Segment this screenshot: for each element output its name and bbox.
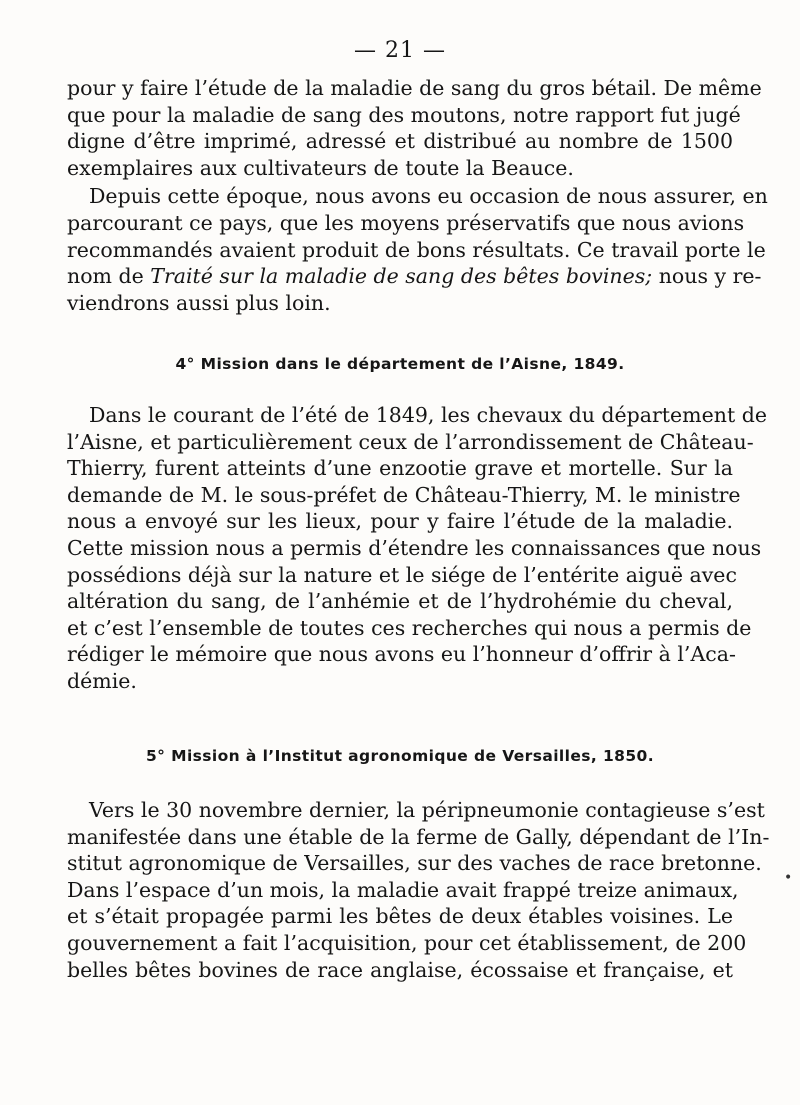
treatise-title: Traité sur la maladie de sang des bêtes bovines; (150, 264, 653, 289)
paragraph-line: gouvernement a fait l’acquisition, pour cet établissement, de 200 (67, 930, 747, 955)
paragraph-line: rédiger le mémoire que nous avons eu l’honneur d’offrir à l’Aca- (67, 642, 736, 667)
text-block-aisne (67, 402, 767, 695)
line-text: nous y re- (652, 264, 762, 289)
page-number: — 21 — (354, 38, 446, 63)
paragraph-line: Thierry, furent atteints d’une enzootie grave et mortelle. Sur la (67, 456, 733, 481)
paragraph-line: Depuis cette époque, nous avons eu occasion de nous assurer, en (89, 184, 768, 209)
section-heading-versailles: 5° Mission à l’Institut agronomique de Versailles, 1850. (146, 747, 654, 765)
paragraph-line: manifestée dans une étable de la ferme de Gally, dépendant de l’In- (67, 824, 770, 849)
text-block-versailles (67, 797, 770, 983)
paragraph-line: Dans le courant de l’été de 1849, les chevaux du département de (89, 403, 767, 427)
paragraph-line: exemplaires aux cultivateurs de toute la Beauce. (67, 155, 574, 180)
section-heading-aisne: 4° Mission dans le département de l’Aisne, 1849. (175, 355, 625, 373)
text-block-intro (67, 75, 768, 316)
paragraph-line: Vers le 30 novembre dernier, la péripneumonie contagieuse s’est (89, 798, 765, 822)
paragraph-line: possédions déjà sur la nature et le siége de l’entérite aiguë avec (67, 562, 737, 587)
paragraph-line: Cette mission nous a permis d’étendre les connaissances que nous (67, 535, 762, 560)
paragraph-line-with-title (67, 263, 762, 290)
paragraph-line: belles bêtes bovines de race anglaise, écossaise et française, et (67, 957, 733, 982)
paragraph-line: et c’est l’ensemble de toutes ces recherches qui nous a permis de (67, 615, 752, 640)
paragraph-line: demande de M. le sous-préfet de Château-Thierry, M. le ministre (67, 482, 741, 507)
paragraph-line: que pour la maladie de sang des moutons, notre rapport fut jugé (67, 102, 741, 127)
paragraph-line: digne d’être imprimé, adressé et distribué au nombre de 1500 (67, 129, 733, 154)
margin-mark: • (784, 870, 793, 886)
paragraph-line: viendrons aussi plus loin. (67, 290, 331, 315)
paragraph-line: parcourant ce pays, que les moyens préservatifs que nous avions (67, 210, 745, 235)
paragraph-line: l’Aisne, et particulièrement ceux de l’arrondissement de Château- (67, 429, 754, 454)
paragraph-line: altération du sang, de l’anhémie et de l’hydrohémie du cheval, (67, 589, 733, 614)
paragraph-line: pour y faire l’étude de la maladie de sang du gros bétail. De même (67, 76, 762, 100)
line-text: nom de (67, 264, 151, 289)
paragraph-line: nous a envoyé sur les lieux, pour y faire l’étude de la maladie. (67, 509, 733, 534)
paragraph-line: et s’était propagée parmi les bêtes de deux étables voisines. Le (67, 904, 733, 929)
paragraph-line: Dans l’espace d’un mois, la maladie avait frappé treize animaux, (67, 877, 739, 902)
paragraph-line: recommandés avaient produit de bons résultats. Ce travail porte le (67, 237, 766, 262)
paragraph-line: démie. (67, 668, 137, 693)
paragraph-line: stitut agronomique de Versailles, sur des vaches de race bretonne. (67, 851, 762, 876)
